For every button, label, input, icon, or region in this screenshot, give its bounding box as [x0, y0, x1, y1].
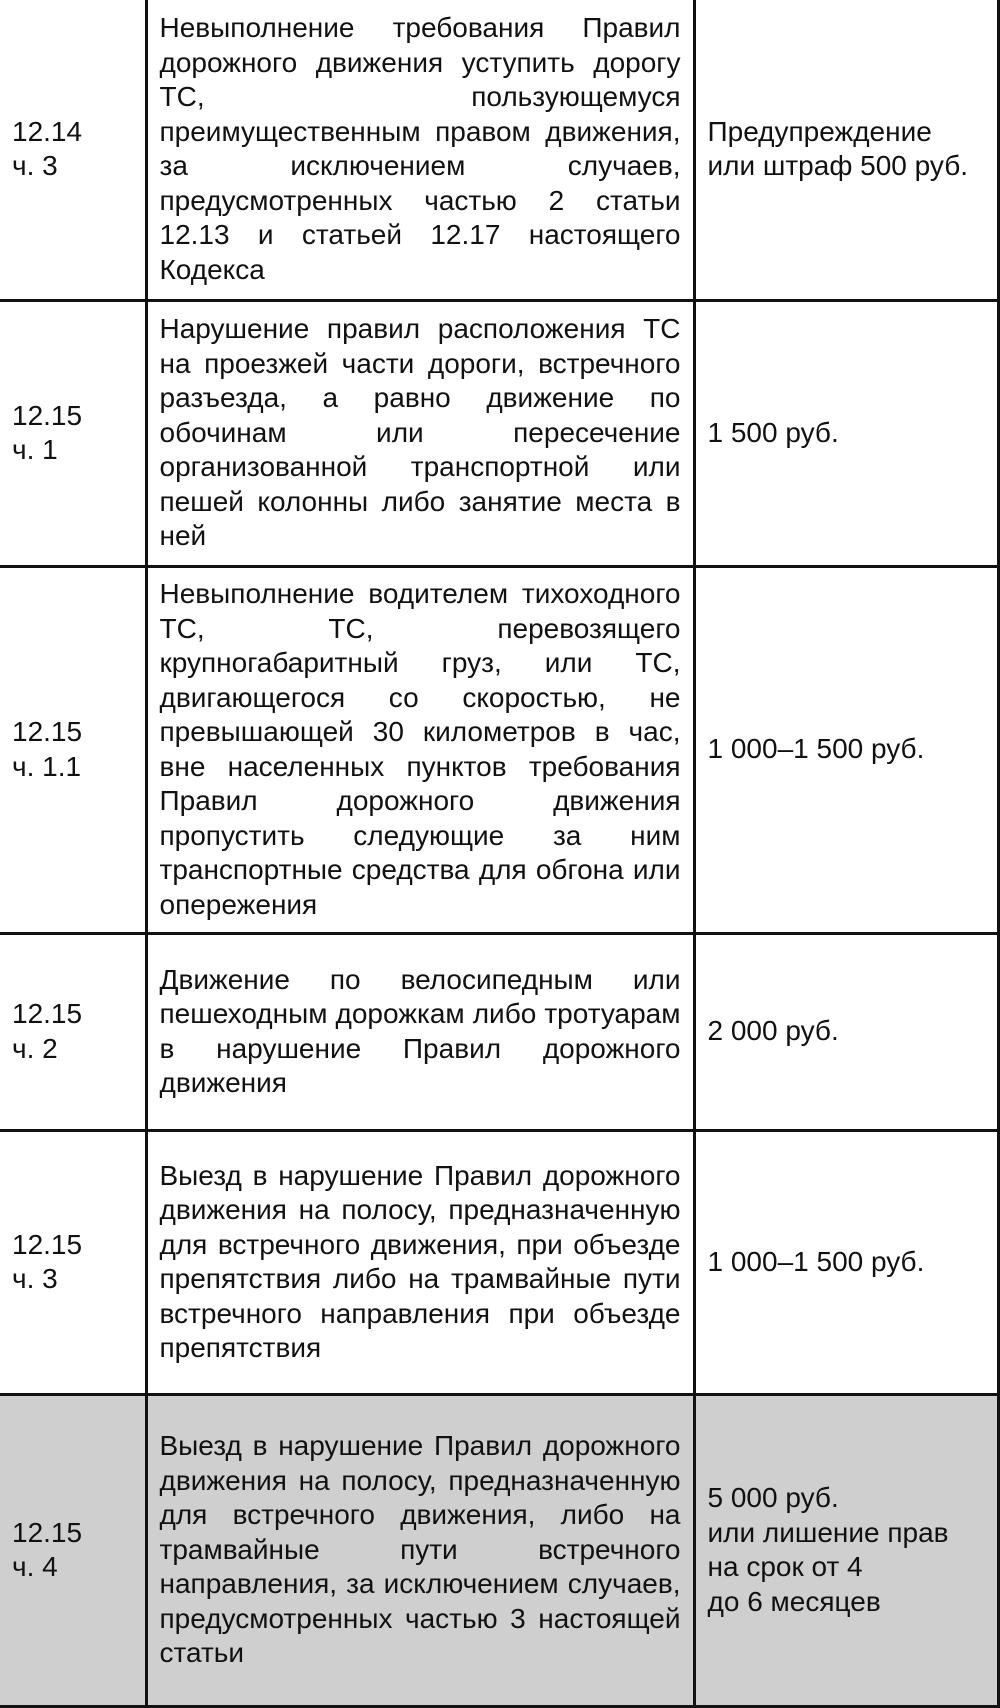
table-row: [0, 300, 998, 566]
table-row: [0, 566, 998, 933]
penalty-cell: [694, 1394, 998, 1706]
penalty-line: 5 000 руб.: [707, 1482, 839, 1513]
penalty-line: 1 500 руб.: [707, 416, 839, 448]
penalty-line: или штраф 500 руб.: [707, 150, 969, 182]
table-row: [0, 0, 998, 300]
article-number: 12.15: [12, 399, 83, 431]
violation-description: Выезд в нарушение Правил дорожного движения на полосу, предназначенную для встречного движения, при объезде препятствия либо на трамвайные пути встречного направления при объезде препятствия: [146, 1130, 694, 1394]
article-part: ч. 2: [12, 1032, 58, 1064]
penalty-line: до 6 месяцев: [707, 1585, 881, 1617]
violation-description: Невыполнение требования Правил дорожного движения уступить дорогу ТС, пользующемуся преимущественным правом движения, за исключением случаев, предусмотренных частью 2 статьи 12.13 и статьей 12.17 настоящего Кодекса: [146, 0, 694, 300]
table-row: [0, 1130, 998, 1394]
article-number: 12.14: [12, 115, 83, 147]
article-cell: [0, 0, 146, 300]
article-cell: [0, 1394, 146, 1706]
penalty-line: 1 000–1 500 руб.: [707, 733, 925, 765]
table-row-highlighted: [0, 1394, 998, 1706]
article-part: ч. 3: [12, 1263, 58, 1294]
penalty-line: на срок от 4: [707, 1551, 863, 1582]
article-part: ч. 3: [12, 150, 58, 182]
article-part: ч. 4: [12, 1551, 58, 1582]
article-part: ч. 1: [12, 434, 58, 465]
violation-description: Выезд в нарушение Правил дорожного движения на полосу, предназначенную для встречного движения, либо на трамвайные пути встречного направления, за исключением случаев, предусмотренных частью 3 настоящей статьи: [146, 1394, 694, 1706]
penalty-cell: [694, 933, 998, 1130]
penalty-line: Предупреждение: [707, 115, 932, 147]
article-cell: [0, 1130, 146, 1394]
article-number: 12.15: [12, 1516, 83, 1548]
penalty-line: 2 000 руб.: [707, 1015, 839, 1047]
penalty-line: или лишение прав: [707, 1516, 949, 1548]
penalty-line: 1 000–1 500 руб.: [707, 1245, 925, 1277]
article-number: 12.15: [12, 716, 83, 747]
article-cell: [0, 566, 146, 933]
table-row: [0, 933, 998, 1130]
violation-description: Движение по велосипедным или пешеходным дорожкам либо тротуарам в нарушение Правил дорожного движения: [146, 933, 694, 1130]
penalty-cell: [694, 1130, 998, 1394]
violation-description: Невыполнение водителем тихоходного ТС, ТС, перевозящего крупногабаритный груз, или ТС, двигающегося со скоростью, не превышающей 30 километров в час, вне населенных пунктов требования Правил дорожного движения пропустить следующие за ним транспортные средства для обгона или опережения: [146, 566, 694, 933]
article-cell: [0, 300, 146, 566]
article-number: 12.15: [12, 998, 83, 1029]
article-number: 12.15: [12, 1228, 83, 1260]
penalty-cell: [694, 0, 998, 300]
violation-description: Нарушение правил расположения ТС на проезжей части дороги, встречного разъезда, а равно движение по обочинам или пересечение организованной транспортной или пешей колонны либо занятие места в ней: [146, 300, 694, 566]
penalty-cell: [694, 566, 998, 933]
article-part: ч. 1.1: [12, 750, 82, 782]
penalty-cell: [694, 300, 998, 566]
article-cell: [0, 933, 146, 1130]
